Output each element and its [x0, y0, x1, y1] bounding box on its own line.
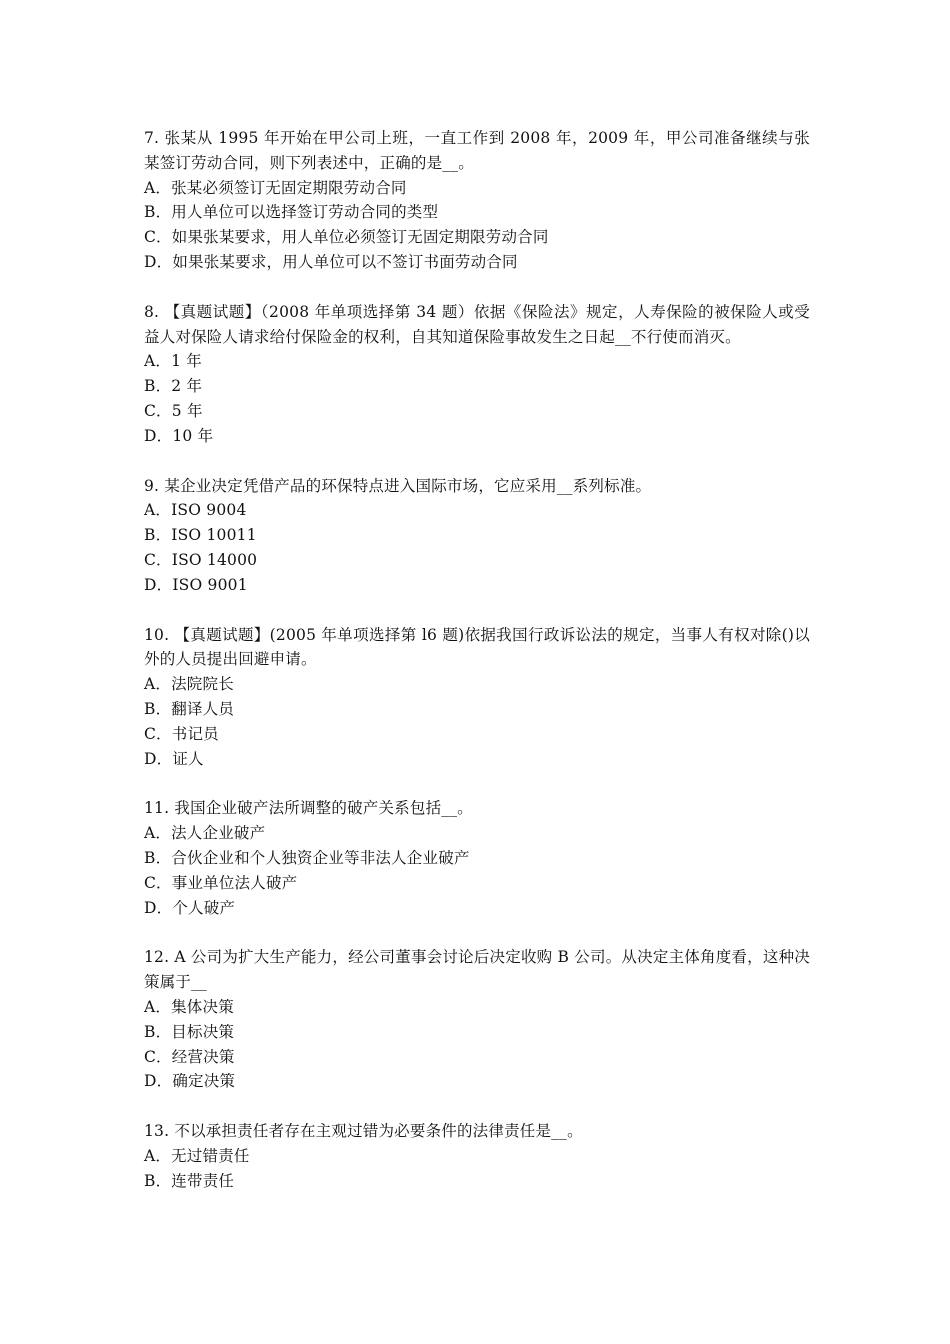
document-page [144, 126, 810, 1218]
option-c: C．事业单位法人破产 [144, 873, 298, 892]
option-b: B．合伙企业和个人独资企业等非法人企业破产 [144, 848, 470, 867]
question-8 [144, 300, 810, 449]
option-c: C．书记员 [144, 724, 219, 743]
question-11 [144, 796, 810, 920]
option-c: C．经营决策 [144, 1047, 235, 1066]
question-stem: 13. 不以承担责任者存在主观过错为必要条件的法律责任是__。 [144, 1122, 583, 1141]
option-b: B．2 年 [144, 377, 203, 396]
option-list [144, 1144, 810, 1194]
option-d: D．ISO 9001 [144, 575, 248, 594]
option-d: D．个人破产 [144, 898, 236, 917]
question-stem: 10. 【真题试题】(2005 年单项选择第 l6 题)依据我国行政诉讼法的规定，当事人有权对除()以外的人员提出回避申请。 [144, 625, 810, 669]
option-list [144, 995, 810, 1094]
option-d: D．证人 [144, 749, 204, 768]
option-a: A．1 年 [144, 352, 202, 371]
option-list [144, 498, 810, 597]
question-stem: 11. 我国企业破产法所调整的破产关系包括__。 [144, 799, 473, 818]
option-d: D．确定决策 [144, 1072, 236, 1091]
option-a: A．无过错责任 [144, 1146, 250, 1165]
option-c: C．如果张某要求，用人单位必须签订无固定期限劳动合同 [144, 228, 549, 247]
option-a: A．ISO 9004 [144, 501, 247, 520]
option-b: B．用人单位可以选择签订劳动合同的类型 [144, 203, 439, 222]
option-b: B．目标决策 [144, 1022, 235, 1041]
option-b: B．翻译人员 [144, 699, 235, 718]
question-stem: 9. 某企业决定凭借产品的环保特点进入国际市场，它应采用__系列标准。 [144, 476, 652, 495]
question-9 [144, 474, 810, 598]
option-list [144, 672, 810, 771]
option-list [144, 176, 810, 275]
question-13 [144, 1119, 810, 1193]
option-list [144, 349, 810, 448]
option-b: B．连带责任 [144, 1171, 235, 1190]
option-b: B．ISO 10011 [144, 526, 257, 545]
question-stem: 12. A 公司为扩大生产能力，经公司董事会讨论后决定收购 B 公司。从决定主体角度看，这种决策属于__ [144, 948, 810, 992]
option-a: A．张某必须签订无固定期限劳动合同 [144, 178, 407, 197]
option-d: D．如果张某要求，用人单位可以不签订书面劳动合同 [144, 252, 518, 271]
option-d: D．10 年 [144, 426, 214, 445]
option-list [144, 821, 810, 920]
option-c: C．ISO 14000 [144, 550, 258, 569]
option-a: A．法院院长 [144, 675, 234, 694]
question-7 [144, 126, 810, 275]
question-12 [144, 945, 810, 1094]
option-c: C．5 年 [144, 401, 203, 420]
option-a: A．法人企业破产 [144, 824, 266, 843]
question-stem: 8. 【真题试题】（2008 年单项选择第 34 题）依据《保险法》规定，人寿保险的被保险人或受益人对保险人请求给付保险金的权利，自其知道保险事故发生之日起__不行使而消灭。 [144, 302, 810, 346]
question-10 [144, 623, 810, 772]
option-a: A．集体决策 [144, 997, 234, 1016]
question-stem: 7. 张某从 1995 年开始在甲公司上班，一直工作到 2008 年，2009 年，甲公司准备继续与张某签订劳动合同，则下列表述中，正确的是__。 [144, 129, 810, 172]
